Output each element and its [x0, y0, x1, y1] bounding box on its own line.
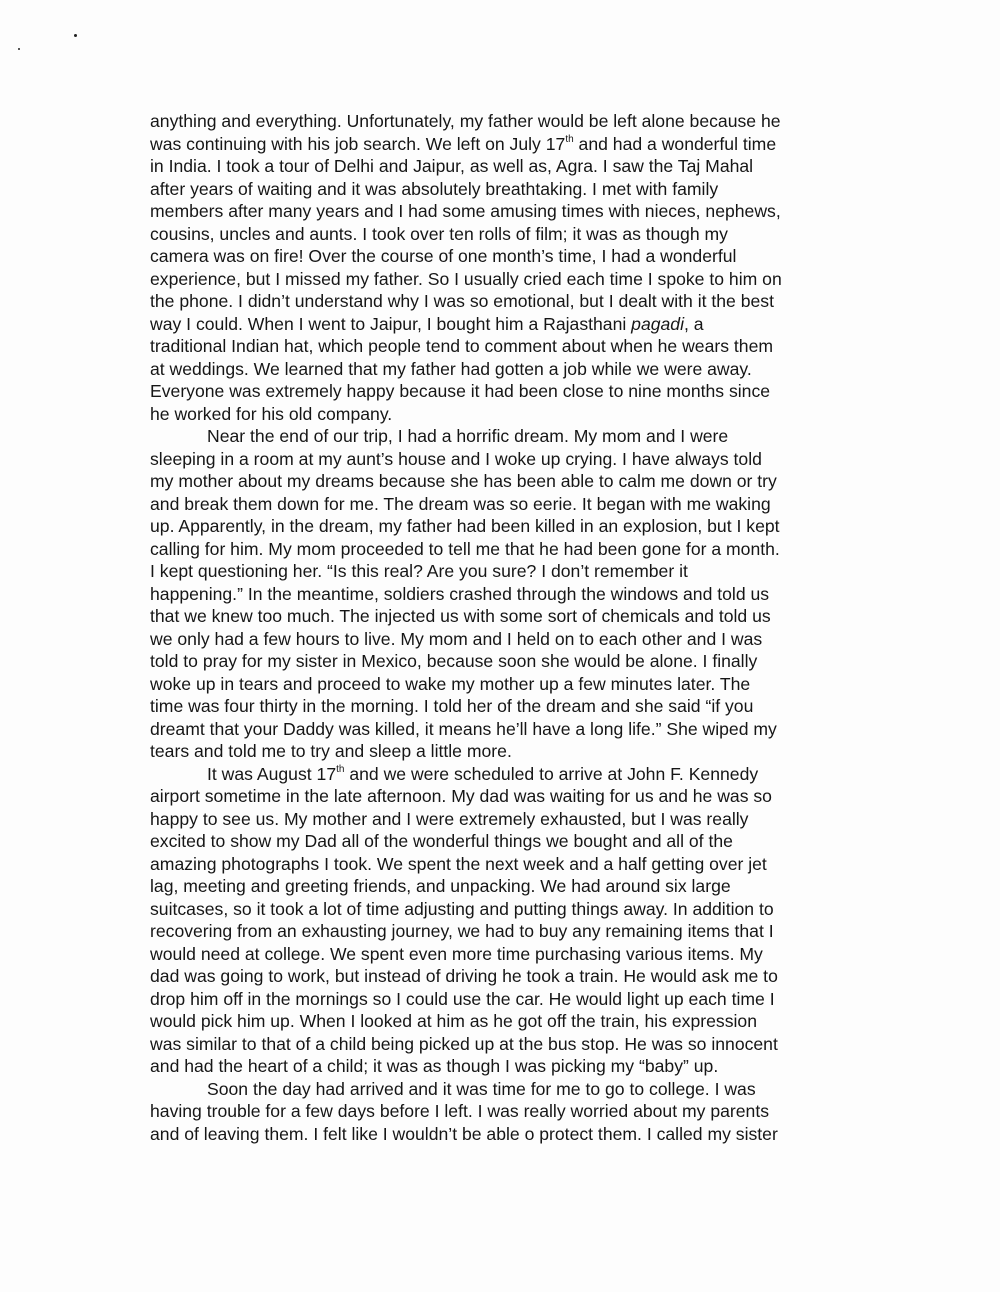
text-line — [150, 470, 870, 493]
text-line — [150, 1033, 870, 1056]
line-text: would pick him up. When I looked at him as he got off the train, his expression — [150, 1011, 757, 1031]
text-line — [150, 1100, 870, 1123]
text-line — [150, 133, 870, 156]
line-text: happening.” In the meantime, soldiers crashed through the windows and told us — [150, 583, 770, 604]
text-line — [150, 178, 870, 201]
text-line — [150, 605, 870, 628]
line-text-continued: , a — [684, 313, 704, 334]
text-line — [150, 493, 870, 516]
text-line — [150, 200, 870, 223]
text-line — [150, 403, 870, 426]
text-line — [150, 1055, 870, 1078]
text-line — [150, 853, 870, 876]
line-text: would need at college. We spent even more time purchasing various items. My — [150, 943, 763, 964]
line-text: my mother about my dreams because she has been able to calm me down or try — [150, 471, 777, 491]
text-line — [150, 988, 870, 1011]
line-text: amazing photographs I took. We spent the next week and a half getting over jet — [150, 853, 767, 874]
line-text: time was four thirty in the morning. I told her of the dream and she said “if you — [150, 696, 754, 716]
line-text: experience, but I missed my father. So I usually cried each time I spoke to him on — [150, 268, 782, 289]
text-line — [150, 1123, 870, 1146]
text-line — [150, 943, 870, 966]
line-text: I kept questioning her. “Is this real? Are you sure? I don’t remember it — [150, 561, 688, 581]
text-line — [150, 538, 870, 561]
line-text: Everyone was extremely happy because it had been close to nine months since — [150, 381, 771, 401]
text-line — [150, 763, 870, 786]
line-text: up. Apparently, in the dream, my father had been killed in an explosion, but I kept — [150, 516, 780, 536]
line-text: and of leaving them. I felt like I wouldn’t be able o protect them. I called my sister — [150, 1123, 778, 1144]
text-line — [150, 245, 870, 268]
line-text-continued: and we were scheduled to arrive at John F. Kennedy — [344, 763, 759, 784]
line-text: anything and everything. Unfortunately, my father would be left alone because he — [150, 111, 781, 131]
line-text: Soon the day had arrived and it was time for me to go to college. I was — [207, 1078, 756, 1099]
text-line — [150, 695, 870, 718]
italic-term: pagadi — [631, 313, 684, 334]
ordinal-superscript: th — [336, 763, 345, 775]
text-line — [150, 740, 870, 763]
scan-speck — [74, 34, 77, 37]
line-text: way I could. When I went to Jaipur, I bought him a Rajasthani — [150, 313, 632, 334]
line-text: the phone. I didn’t understand why I was so emotional, but I dealt with it the best — [150, 291, 774, 311]
text-line — [150, 830, 870, 853]
text-line — [150, 268, 870, 291]
line-text: told to pray for my sister in Mexico, because soon she would be alone. I finally — [150, 651, 758, 671]
text-line — [150, 155, 870, 178]
line-text: cousins, uncles and aunts. I took over ten rolls of film; it was as though my — [150, 223, 728, 244]
line-text: It was August 17 — [207, 763, 337, 784]
line-text: sleeping in a room at my aunt’s house and I woke up crying. I have always told — [150, 448, 762, 469]
line-text: we only had a few hours to live. My mom and I held on to each other and I was — [150, 628, 763, 649]
text-line — [150, 560, 870, 583]
text-line — [150, 425, 870, 448]
line-text: dreamt that your Daddy was killed, it means he’ll have a long life.” She wiped my — [150, 718, 777, 739]
text-line — [150, 335, 870, 358]
line-text: he worked for his old company. — [150, 403, 393, 424]
text-line — [150, 718, 870, 741]
text-line — [150, 110, 870, 133]
text-line — [150, 875, 870, 898]
text-line — [150, 898, 870, 921]
line-text: in India. I took a tour of Delhi and Jaipur, as well as, Agra. I saw the Taj Mahal — [150, 156, 754, 176]
line-text: recovering from an exhausting journey, we had to buy any remaining items that I — [150, 921, 774, 941]
line-text: traditional Indian hat, which people tend to comment about when he wears them — [150, 336, 774, 356]
document-body — [150, 110, 870, 1145]
line-text: camera was on fire! Over the course of one month’s time, I had a wonderful — [150, 246, 737, 266]
line-text: tears and told me to try and sleep a little more. — [150, 741, 512, 761]
text-line — [150, 650, 870, 673]
line-text: lag, meeting and greeting friends, and unpacking. We had around six large — [150, 876, 731, 896]
line-text: at weddings. We learned that my father had gotten a job while we were away. — [150, 358, 752, 379]
line-text: was continuing with his job search. We left on July 17 — [150, 133, 566, 154]
line-text: airport sometime in the late afternoon. My dad was waiting for us and he was so — [150, 786, 772, 806]
text-line — [150, 628, 870, 651]
line-text: and had the heart of a child; it was as though I was picking my “baby” up. — [150, 1056, 719, 1076]
ordinal-superscript: th — [565, 133, 574, 145]
scan-speck — [18, 48, 20, 50]
line-text: was similar to that of a child being picked up at the bus stop. He was so innocent — [150, 1033, 778, 1054]
text-line — [150, 808, 870, 831]
text-line — [150, 583, 870, 606]
line-text: drop him off in the mornings so I could use the car. He would light up each time I — [150, 988, 775, 1009]
line-text: members after many years and I had some amusing times with nieces, nephews, — [150, 201, 781, 221]
text-line — [150, 920, 870, 943]
line-text: excited to show my Dad all of the wonderful things we bought and all of the — [150, 831, 733, 851]
line-text: after years of waiting and it was absolutely breathtaking. I met with family — [150, 178, 719, 199]
text-line — [150, 223, 870, 246]
text-line — [150, 1010, 870, 1033]
text-line — [150, 313, 870, 336]
line-text-continued: and had a wonderful time — [573, 133, 777, 154]
line-text: that we knew too much. The injected us with some sort of chemicals and told us — [150, 606, 771, 626]
text-line — [150, 358, 870, 381]
line-text: and break them down for me. The dream was so eerie. It began with me waking — [150, 493, 771, 514]
text-line — [150, 290, 870, 313]
text-line — [150, 448, 870, 471]
line-text: calling for him. My mom proceeded to tell me that he had been gone for a month. — [150, 538, 780, 559]
line-text: having trouble for a few days before I left. I was really worried about my parents — [150, 1101, 770, 1121]
text-line — [150, 515, 870, 538]
line-text: dad was going to work, but instead of driving he took a train. He would ask me to — [150, 966, 778, 986]
line-text: happy to see us. My mother and I were extremely exhausted, but I was really — [150, 808, 749, 829]
line-text: Near the end of our trip, I had a horrific dream. My mom and I were — [207, 426, 729, 446]
line-text: woke up in tears and proceed to wake my mother up a few minutes later. The — [150, 673, 751, 694]
text-line — [150, 965, 870, 988]
text-line — [150, 673, 870, 696]
text-line — [150, 785, 870, 808]
line-text: suitcases, so it took a lot of time adjusting and putting things away. In addition to — [150, 898, 774, 919]
text-line — [150, 1078, 870, 1101]
text-line — [150, 380, 870, 403]
